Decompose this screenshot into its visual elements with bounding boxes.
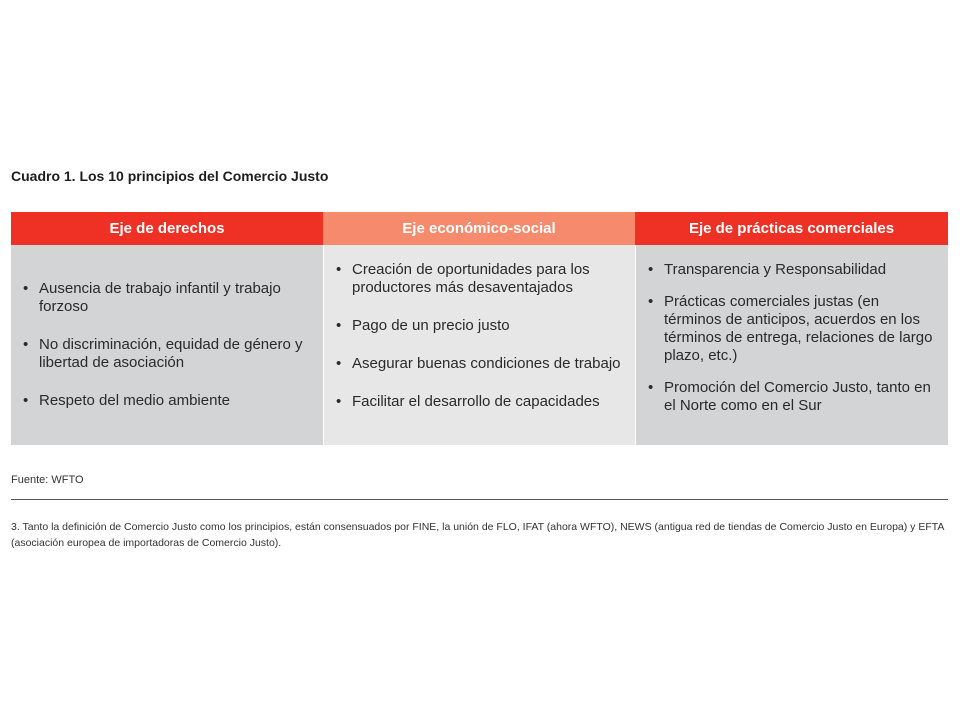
list-practicas-comerciales — [648, 261, 938, 415]
principles-table — [11, 212, 948, 445]
column-derechos — [11, 245, 323, 445]
list-item: • Promoción del Comercio Justo, tanto en el Norte como en el Sur — [648, 379, 938, 415]
header-eje-practicas-comerciales: Eje de prácticas comerciales — [635, 212, 948, 245]
list-item: • Transparencia y Responsabilidad — [648, 261, 938, 279]
header-eje-economico-social: Eje económico-social — [323, 212, 635, 245]
list-derechos — [23, 280, 313, 410]
list-economico-social — [336, 261, 625, 411]
column-practicas-comerciales — [635, 245, 948, 445]
list-item: • Pago de un precio justo — [336, 317, 625, 335]
list-item: • Ausencia de trabajo infantil y trabajo forzoso — [23, 280, 313, 316]
list-item: • Asegurar buenas condiciones de trabajo — [336, 355, 625, 373]
divider — [11, 499, 948, 500]
list-item: • Creación de oportunidades para los productores más desaventajados — [336, 261, 625, 297]
footnote: 3. Tanto la definición de Comercio Justo como los principios, están consensuados por FINE, la unión de FLO, IFAT (ahora WFTO), NEWS (antigua red de tiendas de Comercio Justo en Europa) y EFTA (asociación europea de importadoras de Comercio Justo). — [11, 521, 944, 549]
header-eje-derechos: Eje de derechos — [11, 212, 323, 245]
column-economico-social — [323, 245, 635, 445]
list-item: • Prácticas comerciales justas (en términos de anticipos, acuerdos en los términos de entrega, relaciones de largo plazo, etc.) — [648, 293, 938, 365]
source-note: Fuente: WFTO — [11, 474, 84, 486]
list-item: • No discriminación, equidad de género y libertad de asociación — [23, 336, 313, 372]
list-item: • Respeto del medio ambiente — [23, 392, 313, 410]
table-caption: Cuadro 1. Los 10 principios del Comercio Justo — [11, 168, 329, 184]
list-item: • Facilitar el desarrollo de capacidades — [336, 393, 625, 411]
